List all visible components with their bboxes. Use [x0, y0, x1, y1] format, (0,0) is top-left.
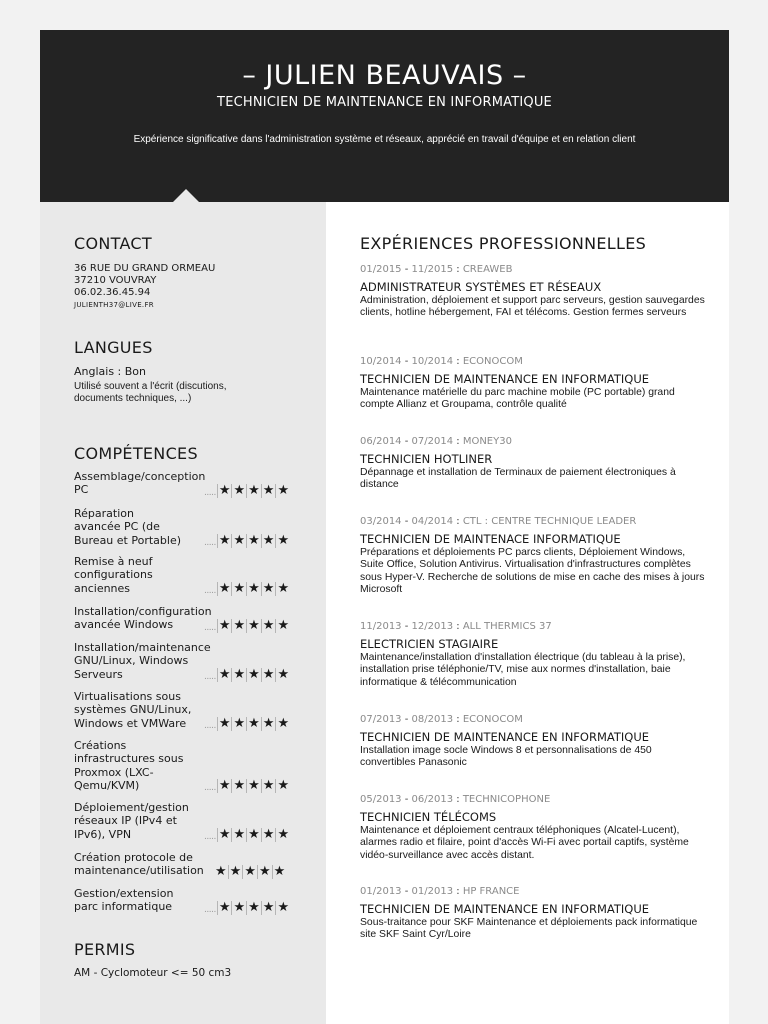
language-item: Anglais : Bon — [74, 365, 147, 378]
resume-page — [40, 30, 729, 1024]
star-icon: ★ — [215, 863, 227, 879]
star-icon: ★ — [248, 778, 260, 794]
skill-label: Virtualisations sous systèmes GNU/Linux, Windows et VMWare — [74, 690, 192, 730]
skill-rating — [204, 534, 290, 548]
experience-dates: 03/2014 - 04/2014 : CTL : CENTRE TECHNIQUE LEADER — [360, 516, 637, 527]
experience-entry — [360, 793, 705, 862]
experience-title: TECHNICIEN TÉLÉCOMS — [360, 810, 497, 824]
header-notch — [173, 189, 199, 202]
skill-rating — [214, 865, 286, 879]
star-icon: ★ — [277, 666, 290, 682]
experience-description: Préparations et déploiements PC parcs clients, Déploiement Windows, Suite Office, Solution Antivirus. Virtualisation d'infrastructures complètes sous Hyper-V. Recherche de solutions de mise en cache des mises à jours Microsoft — [360, 547, 705, 596]
experience-entry — [360, 620, 705, 689]
experience-title: TECHNICIEN HOTLINER — [360, 452, 493, 466]
experience-title: ADMINISTRATEUR SYSTÈMES ET RÉSEAUX — [360, 280, 602, 294]
skill-dots: ..... — [204, 537, 216, 548]
star-icon: ★ — [277, 778, 290, 794]
experience-entry — [360, 885, 705, 942]
languages-heading: LANGUES — [74, 338, 153, 357]
experience-company: ALL THERMICS 37 — [462, 621, 552, 632]
star-icon: ★ — [248, 666, 260, 682]
experience-entry — [360, 435, 705, 492]
star-icon: ★ — [277, 482, 290, 498]
contact-phone: 06.02.36.45.94 — [74, 287, 151, 298]
star-icon: ★ — [218, 899, 231, 915]
star-icon: ★ — [262, 715, 275, 731]
star-icon: ★ — [277, 899, 290, 915]
experience-title: TECHNICIEN DE MAINTENANCE EN INFORMATIQUE — [360, 372, 650, 386]
star-icon: ★ — [248, 580, 260, 596]
contact-address-line1: 36 RUE DU GRAND ORMEAU — [74, 263, 216, 274]
star-icon: ★ — [218, 778, 231, 794]
star-icon: ★ — [218, 715, 231, 731]
star-icon: ★ — [233, 715, 246, 731]
star-icon: ★ — [277, 715, 290, 731]
experience-dates: 11/2013 - 12/2013 : ALL THERMICS 37 — [360, 621, 552, 632]
experience-description: Maintenance et déploiement centraux téléphoniques (Alcatel-Lucent), alarmes radio et filaire, point d'accès Wi-Fi avec portail captifs, système vidéo-surveillance avec accès distant. — [360, 825, 689, 861]
skill-item — [74, 470, 319, 497]
experience-description: Installation image socle Windows 8 et personnalisations de 450 convertibles Panasonic — [360, 745, 652, 769]
star-icon: ★ — [277, 532, 290, 548]
experience-description: Sous-traitance pour SKF Maintenance et déploiements pack informatique site SKF Saint Cyr/Loire — [360, 917, 698, 941]
experience-dates: 07/2013 - 08/2013 : ECONOCOM — [360, 714, 523, 725]
star-icon: ★ — [233, 580, 246, 596]
skill-dots: ..... — [204, 831, 216, 842]
experience-heading: EXPÉRIENCES PROFESSIONNELLES — [360, 234, 647, 253]
star-icon: ★ — [262, 666, 275, 682]
experience-title: ELECTRICIEN STAGIAIRE — [360, 637, 499, 651]
star-icon: ★ — [248, 482, 260, 498]
skill-label: Créations infrastructures sous Proxmox (LXC-Qemu/KVM) — [74, 739, 184, 792]
experience-entry — [360, 713, 705, 770]
experience-dates: 01/2015 - 11/2015 : CREAWEB — [360, 264, 513, 275]
experience-description: Maintenance matérielle du parc machine mobile (PC portable) grand compte Allianz et Groupama, contrôle qualité — [360, 387, 675, 411]
experience-entry — [360, 355, 705, 412]
profile-summary: Expérience significative dans l'administration système et réseaux, apprécié en travail d'équipe et en relation client — [133, 134, 636, 145]
star-icon: ★ — [277, 826, 290, 842]
experience-company: CREAWEB — [462, 264, 513, 275]
star-icon: ★ — [233, 826, 246, 842]
skill-label: Création protocole de maintenance/utilisation — [74, 851, 204, 878]
star-icon: ★ — [248, 715, 260, 731]
star-icon: ★ — [262, 899, 275, 915]
star-icon: ★ — [273, 863, 286, 879]
star-icon: ★ — [218, 826, 231, 842]
skill-item — [74, 555, 319, 595]
star-icon: ★ — [258, 863, 271, 879]
star-icon: ★ — [233, 899, 246, 915]
contact-address-line2: 37210 VOUVRAY — [74, 275, 157, 286]
skills-heading: COMPÉTENCES — [74, 444, 198, 463]
skill-rating — [204, 779, 290, 793]
skill-dots: ..... — [204, 487, 216, 498]
star-icon: ★ — [233, 617, 246, 633]
star-icon: ★ — [218, 482, 231, 498]
skill-rating — [204, 717, 290, 731]
skill-item — [74, 887, 319, 914]
permits-heading: PERMIS — [74, 940, 136, 959]
star-icon: ★ — [233, 666, 246, 682]
skill-label: Installation/maintenance GNU/Linux, Windows Serveurs — [74, 641, 211, 681]
star-icon: ★ — [262, 532, 275, 548]
experience-entry — [360, 263, 705, 320]
star-icon: ★ — [229, 863, 242, 879]
star-icon: ★ — [233, 482, 246, 498]
experience-dates: 10/2014 - 10/2014 : ECONOCOM — [360, 356, 523, 367]
skill-label: Déploiement/gestion réseaux IP (IPv4 et IPv6), VPN — [74, 801, 189, 841]
star-icon: ★ — [218, 617, 231, 633]
language-note: Utilisé souvent a l'écrit (discutions, documents techniques, ...) — [74, 381, 227, 404]
skill-dots: ..... — [204, 783, 216, 794]
star-icon: ★ — [248, 617, 260, 633]
skill-item — [74, 507, 319, 547]
experience-company: TECHNICOPHONE — [462, 794, 551, 805]
skill-item — [74, 641, 319, 681]
contact-block — [74, 263, 215, 311]
permit-item: AM - Cyclomoteur <= 50 cm3 — [74, 967, 232, 979]
skill-item — [74, 801, 319, 841]
star-icon: ★ — [248, 532, 260, 548]
skill-label: Gestion/extension parc informatique — [74, 887, 174, 914]
skill-label: Installation/configuration avancée Windows — [74, 605, 212, 632]
candidate-name: – JULIEN BEAUVAIS – — [242, 60, 527, 91]
star-icon: ★ — [218, 580, 231, 596]
experience-description: Dépannage et installation de Terminaux de paiement électroniques à distance — [360, 467, 676, 491]
resume-header — [40, 30, 729, 202]
experience-dates: 06/2014 - 07/2014 : MONEY30 — [360, 436, 512, 447]
experience-company: MONEY30 — [462, 436, 512, 447]
skill-item — [74, 739, 319, 792]
skill-label: Réparation avancée PC (de Bureau et Portable) — [74, 507, 181, 547]
experience-title: TECHNICIEN DE MAINTENACE INFORMATIQUE — [360, 532, 621, 546]
experience-dates: 05/2013 - 06/2013 : TECHNICOPHONE — [360, 794, 551, 805]
skill-dots: ..... — [204, 622, 216, 633]
star-icon: ★ — [277, 580, 290, 596]
contact-heading: CONTACT — [74, 234, 152, 253]
experience-company: ECONOCOM — [462, 714, 523, 725]
skill-label: Remise à neuf configurations anciennes — [74, 555, 153, 595]
skill-rating — [204, 901, 290, 915]
star-icon: ★ — [233, 532, 246, 548]
skill-rating — [204, 484, 290, 498]
star-icon: ★ — [248, 826, 260, 842]
experience-entry — [360, 515, 705, 597]
skill-rating — [204, 828, 290, 842]
star-icon: ★ — [248, 899, 260, 915]
star-icon: ★ — [262, 580, 275, 596]
skill-item — [74, 605, 319, 632]
skill-item — [74, 851, 319, 878]
star-icon: ★ — [218, 532, 231, 548]
skill-rating — [204, 619, 290, 633]
experience-dates: 01/2013 - 01/2013 : HP FRANCE — [360, 886, 520, 897]
skill-dots: ..... — [204, 585, 216, 596]
skill-dots: ..... — [204, 720, 216, 731]
star-icon: ★ — [262, 778, 275, 794]
star-icon: ★ — [233, 778, 246, 794]
experience-description: Maintenance/installation d'installation électrique (du tableau à la prise), installation prise téléphonie/TV, mise aux normes d'installation, baie informatique & télécommunication — [360, 652, 686, 688]
star-icon: ★ — [218, 666, 231, 682]
experience-title: TECHNICIEN DE MAINTENANCE EN INFORMATIQUE — [360, 730, 650, 744]
contact-email: JULIENTH37@LIVE.FR — [74, 301, 154, 309]
skill-dots: ..... — [204, 671, 216, 682]
job-title: TECHNICIEN DE MAINTENANCE EN INFORMATIQUE — [217, 95, 552, 110]
star-icon: ★ — [262, 826, 275, 842]
star-icon: ★ — [262, 482, 275, 498]
experience-title: TECHNICIEN DE MAINTENANCE EN INFORMATIQUE — [360, 902, 650, 916]
experience-company: CTL : CENTRE TECHNIQUE LEADER — [462, 516, 637, 527]
star-icon: ★ — [262, 617, 275, 633]
skill-dots: ..... — [204, 904, 216, 915]
experience-company: HP FRANCE — [462, 886, 520, 897]
skill-item — [74, 690, 319, 730]
experience-description: Administration, déploiement et support parc serveurs, gestion sauvegardes clients, hotline hébergement, FAI et télécoms. Gestion fermes serveurs — [360, 295, 705, 319]
skill-label: Assemblage/conception PC — [74, 470, 206, 497]
skill-rating — [204, 582, 290, 596]
star-icon: ★ — [277, 617, 290, 633]
experience-company: ECONOCOM — [462, 356, 523, 367]
skill-rating — [204, 668, 290, 682]
star-icon: ★ — [244, 863, 256, 879]
